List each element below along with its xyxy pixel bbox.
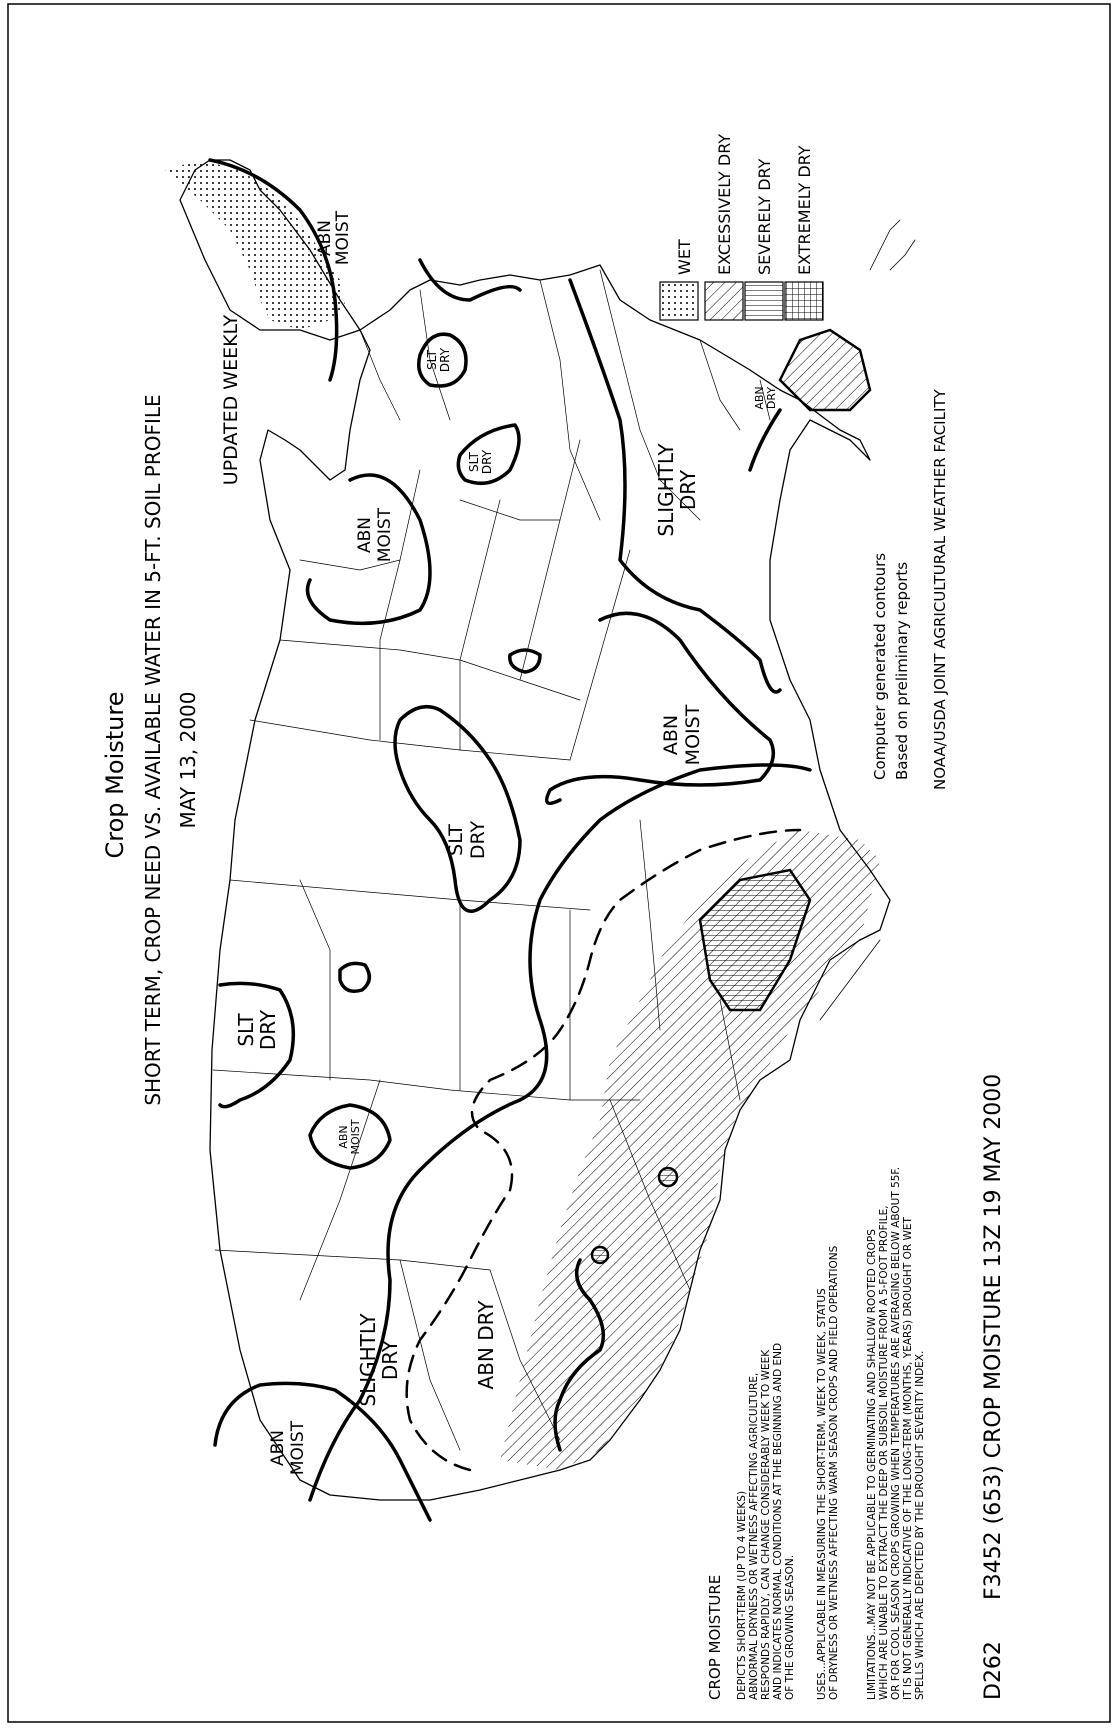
legend-swatch-extremely-dry	[785, 282, 823, 320]
legend	[660, 134, 823, 320]
label-ne-abn-moist: ABNMOIST	[315, 210, 353, 266]
label-fl-abn-dry: ABNDRY	[753, 386, 778, 410]
legend-label-wet: WET	[675, 239, 694, 275]
map-subtitle: SHORT TERM, CROP NEED VS. AVAILABLE WATER IN 5-FT. SOIL PROFILE	[141, 394, 165, 1106]
map-date: MAY 13, 2000	[176, 691, 200, 829]
credit-computer-generated: Computer generated contours	[871, 552, 889, 780]
us-map	[165, 160, 915, 1520]
updated-weekly: UPDATED WEEKLY	[220, 314, 242, 486]
notes-depicts: DEPICTS SHORT-TERM (UP TO 4 WEEKS) ABNORMAL DRYNESS OR WETNESS AFFECTING AGRICULTURE, RESPONDS RAPIDLY, CAN CHANGE CONSIDERABLY WEEK TO WEEK AND INDICATES NORMAL CONDITIONS AT THE BEGINNING AND END OF THE GROWING SEASON.	[736, 1342, 796, 1700]
us-outline	[180, 160, 890, 1500]
label-ny-slt-dry: SLTDRY	[425, 347, 452, 373]
legend-swatch-wet	[660, 282, 698, 320]
legend-swatch-excessively-dry	[705, 282, 743, 320]
label-west-slightly-dry: SLIGHTLYDRY	[356, 1313, 402, 1407]
region-severely-dry-spot-1	[659, 1168, 677, 1186]
label-se-slightly-dry: SLIGHTLYDRY	[654, 443, 700, 537]
region-excessively-dry-florida	[780, 330, 870, 410]
region-severely-dry-spot-2	[592, 1247, 608, 1263]
credit-facility: NOAA/USDA JOINT AGRICULTURAL WEATHER FACILITY	[931, 389, 949, 790]
label-mi-abn-moist: ABNMOIST	[355, 507, 395, 563]
notes-block	[706, 1164, 926, 1700]
credit-preliminary: Based on preliminary reports	[893, 561, 911, 780]
label-plains-slt-dry: SLTDRY	[445, 820, 489, 860]
region-labels	[234, 210, 778, 1475]
label-nw-slt-dry: SLTDRY	[234, 1009, 280, 1051]
label-sw-abn-dry: ABN DRY	[474, 1300, 498, 1390]
notes-heading: CROP MOISTURE	[706, 1574, 724, 1700]
map-title: Crop Moisture	[101, 691, 129, 859]
label-south-abn-moist: ABNMOIST	[660, 704, 704, 766]
label-wy-abn-moist: ABNMOIST	[337, 1119, 362, 1155]
contour-lines	[210, 160, 810, 1520]
label-oh-slt-dry: SLTDRY	[467, 449, 494, 475]
legend-label-extremely-dry: EXTREMELY DRY	[795, 145, 814, 275]
legend-label-severely-dry: SEVERELY DRY	[755, 158, 774, 275]
legend-label-excessively-dry: EXCESSIVELY DRY	[715, 133, 734, 275]
notes-uses: USES...APPLICABLE IN MEASURING THE SHORT-TERM, WEEK TO WEEK, STATUS OF DRYNESS OR WETNESS AFFECTING WARM SEASON CROPS AND FIELD OPERATIONS	[816, 1245, 840, 1700]
footer-code: D262	[981, 1641, 1006, 1700]
legend-swatch-severely-dry	[745, 282, 783, 320]
label-ca-abn-moist: ABNMOIST	[268, 1420, 308, 1476]
footer-text: F3452 (653) CROP MOISTURE 13Z 19 MAY 2000	[981, 1073, 1006, 1600]
notes-limitations: LIMITATIONS...MAY NOT BE APPLICABLE TO GERMINATING AND SHALLOW ROOTED CROPS WHICH ARE UNABLE TO EXTRACT THE DEEP OR SUBSOIL MOISTURE FROM A 5-FOOT PROFILE, OR FOR COOL SEASON CROPS GROWING WHEN TEMPERATURES ARE AVERAGING BELOW ABOUT 55F. IT IS NOT GENERALLY INDICATIVE OF THE LONG-TERM (MONTHS, YEARS) DROUGHT OR WET SPELLS WHICH ARE DEPICTED BY THE DROUGHT SEVERITY INDEX.	[866, 1166, 926, 1700]
